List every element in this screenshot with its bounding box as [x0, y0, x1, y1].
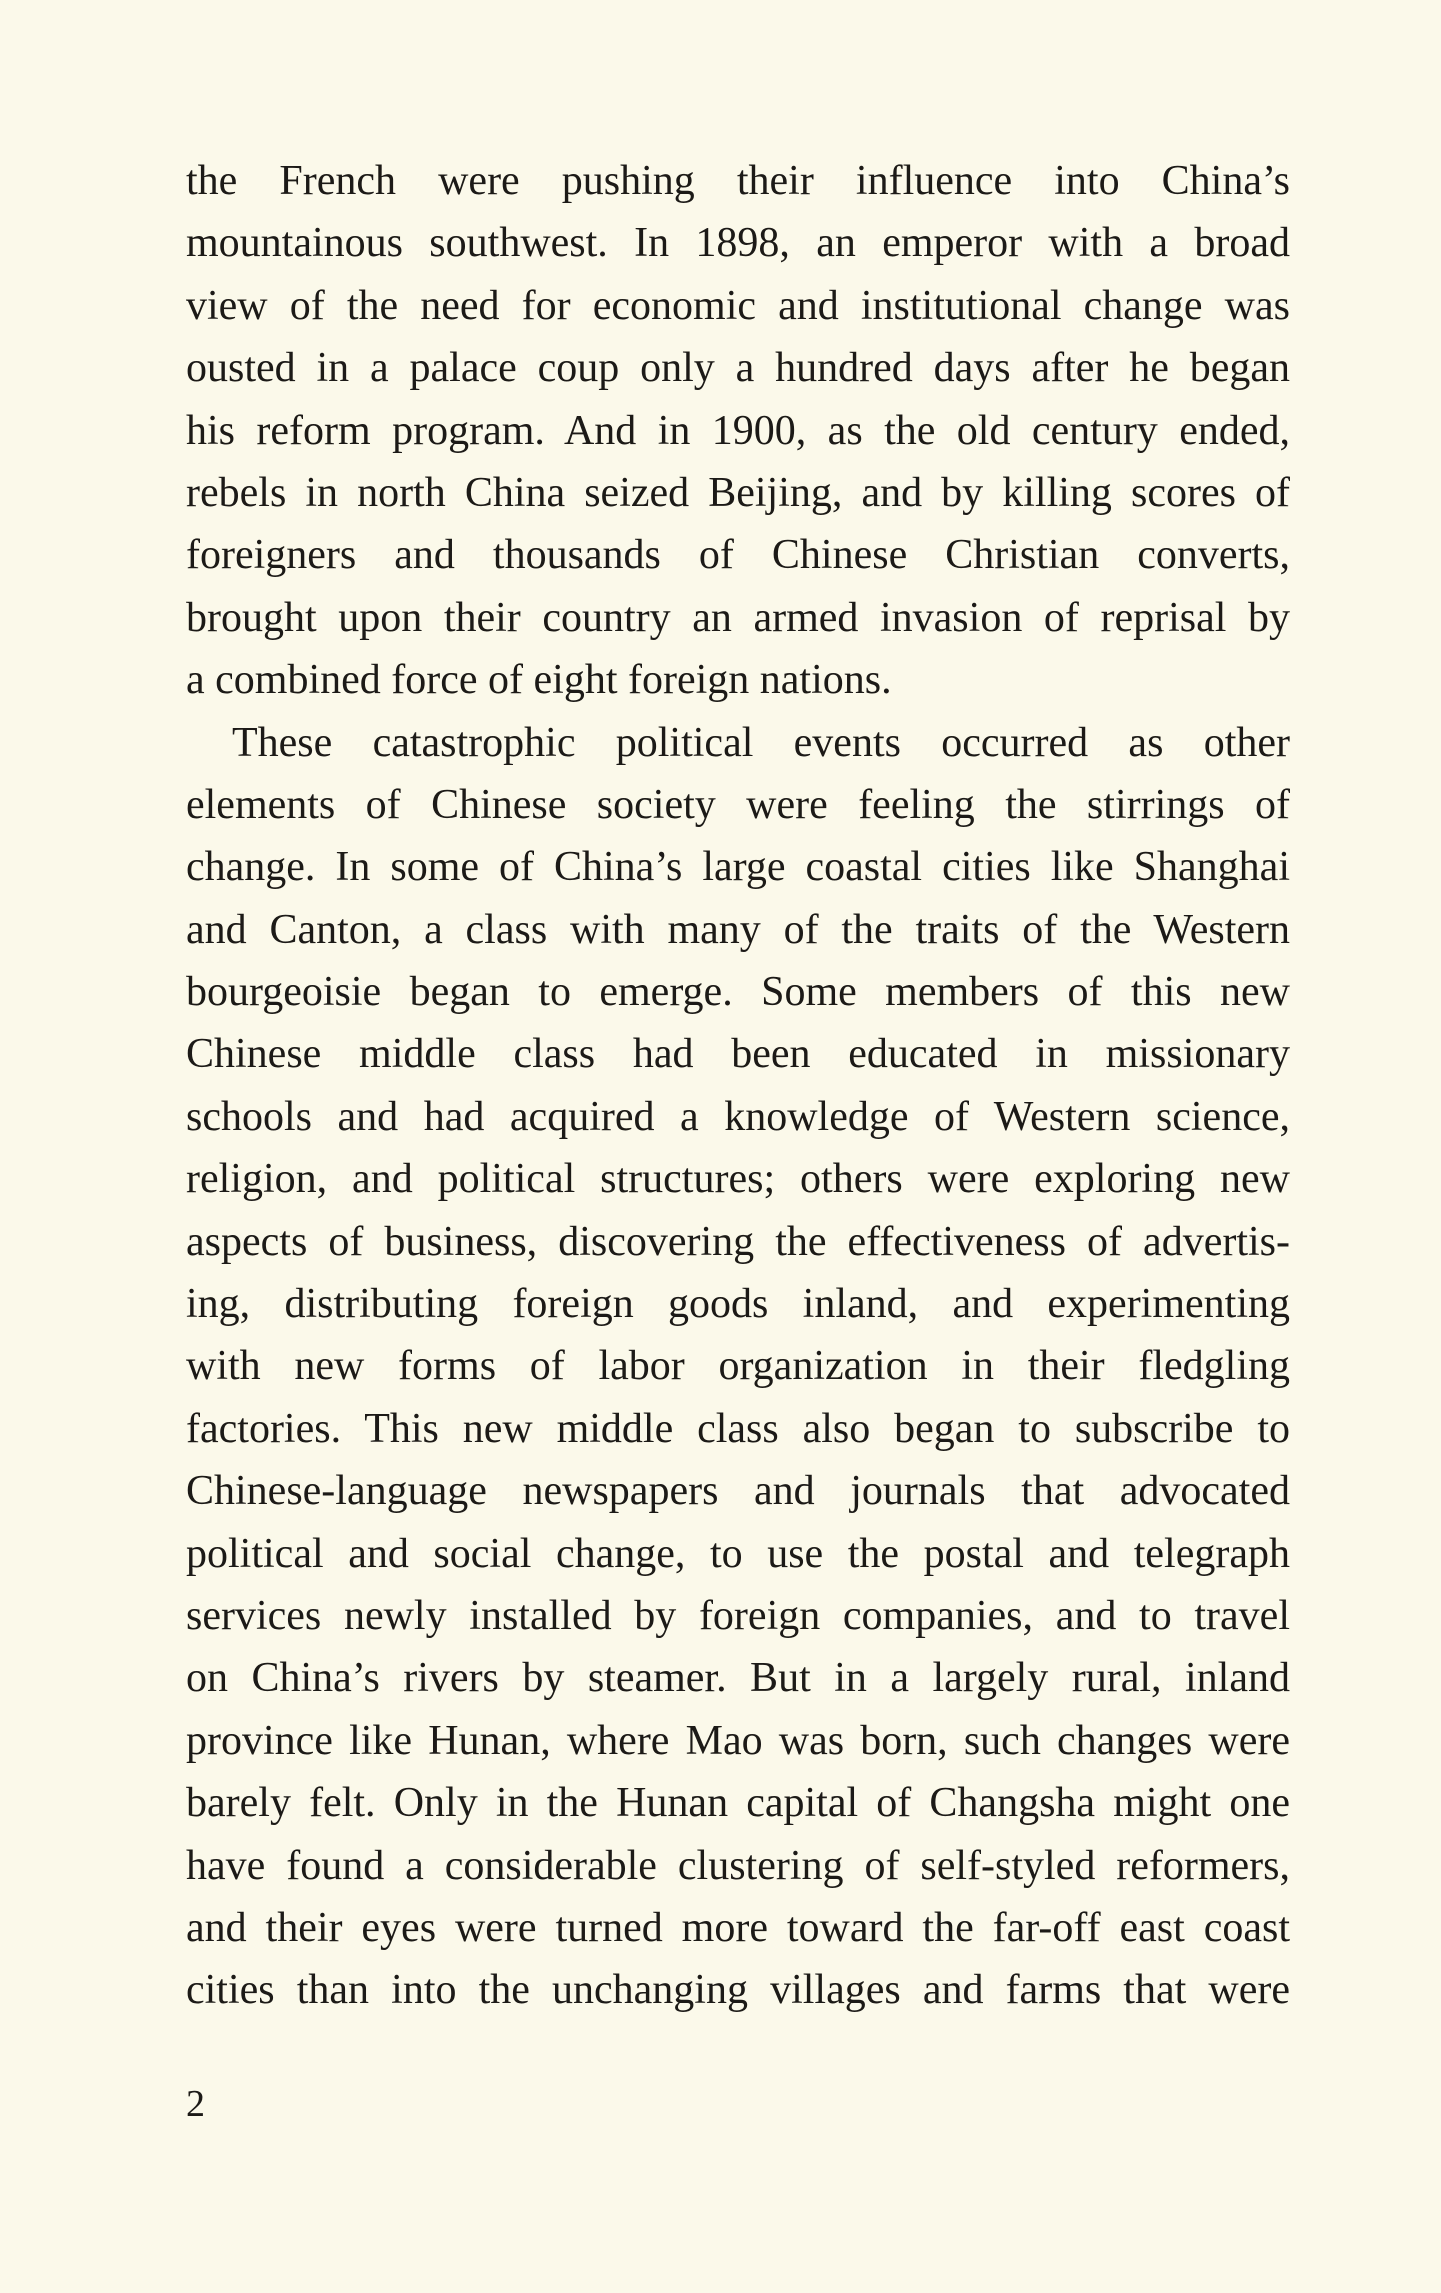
text-line: his reform program. And in 1900, as the old century ended, [186, 407, 1290, 454]
text-line: bourgeoisie began to emerge. Some members of this new [186, 969, 1290, 1016]
text-line: ousted in a palace coup only a hundred days after he began [186, 345, 1290, 392]
text-line: religion, and political structures; others were exploring new [186, 1156, 1290, 1203]
text-line: schools and had acquired a knowledge of Western science, [186, 1093, 1290, 1140]
text-line: with new forms of labor organization in their fledgling [186, 1343, 1290, 1390]
text-line: and their eyes were turned more toward the far-off east coast [186, 1904, 1290, 1951]
text-line: cities than into the unchanging villages and farms that were [186, 1967, 1290, 2014]
text-line: services newly installed by foreign companies, and to travel [186, 1592, 1290, 1639]
text-line: barely felt. Only in the Hunan capital of Changsha might one [186, 1780, 1290, 1827]
text-line: change. In some of China’s large coastal cities like Shanghai [186, 844, 1290, 891]
text-line: factories. This new middle class also began to subscribe to [186, 1405, 1290, 1452]
text-line: mountainous southwest. In 1898, an emperor with a broad [186, 220, 1290, 267]
text-line: brought upon their country an armed invasion of reprisal by [186, 594, 1290, 641]
text-line: ing, distributing foreign goods inland, and experimenting [186, 1281, 1290, 1328]
text-line: Chinese-language newspapers and journals that advocated [186, 1468, 1290, 1515]
text-line: Chinese middle class had been educated in missionary [186, 1031, 1290, 1078]
text-line: view of the need for economic and institutional change was [186, 282, 1290, 329]
text-line: the French were pushing their influence into China’s [186, 158, 1290, 204]
text-line: and Canton, a class with many of the traits of the Western [186, 906, 1290, 953]
body-text [186, 150, 1290, 2022]
text-line: rebels in north China seized Beijing, and by killing scores of [186, 469, 1290, 516]
text-line: foreigners and thousands of Chinese Christian converts, [186, 532, 1290, 579]
text-line: political and social change, to use the postal and telegraph [186, 1530, 1290, 1577]
text-line: on China’s rivers by steamer. But in a largely rural, inland [186, 1655, 1290, 1702]
text-line: elements of Chinese society were feeling the stirrings of [186, 781, 1290, 828]
text-line: These catastrophic political events occurred as other [232, 719, 1290, 766]
paragraph-1 [186, 150, 1290, 712]
text-line: a combined force of eight foreign nations. [186, 657, 892, 704]
paragraph-2 [186, 712, 1290, 2022]
text-line: aspects of business, discovering the effectiveness of advertis- [186, 1218, 1290, 1265]
text-line: have found a considerable clustering of self-styled reformers, [186, 1842, 1290, 1889]
text-line: province like Hunan, where Mao was born, such changes were [186, 1717, 1290, 1764]
page-number: 2 [186, 2083, 205, 2125]
